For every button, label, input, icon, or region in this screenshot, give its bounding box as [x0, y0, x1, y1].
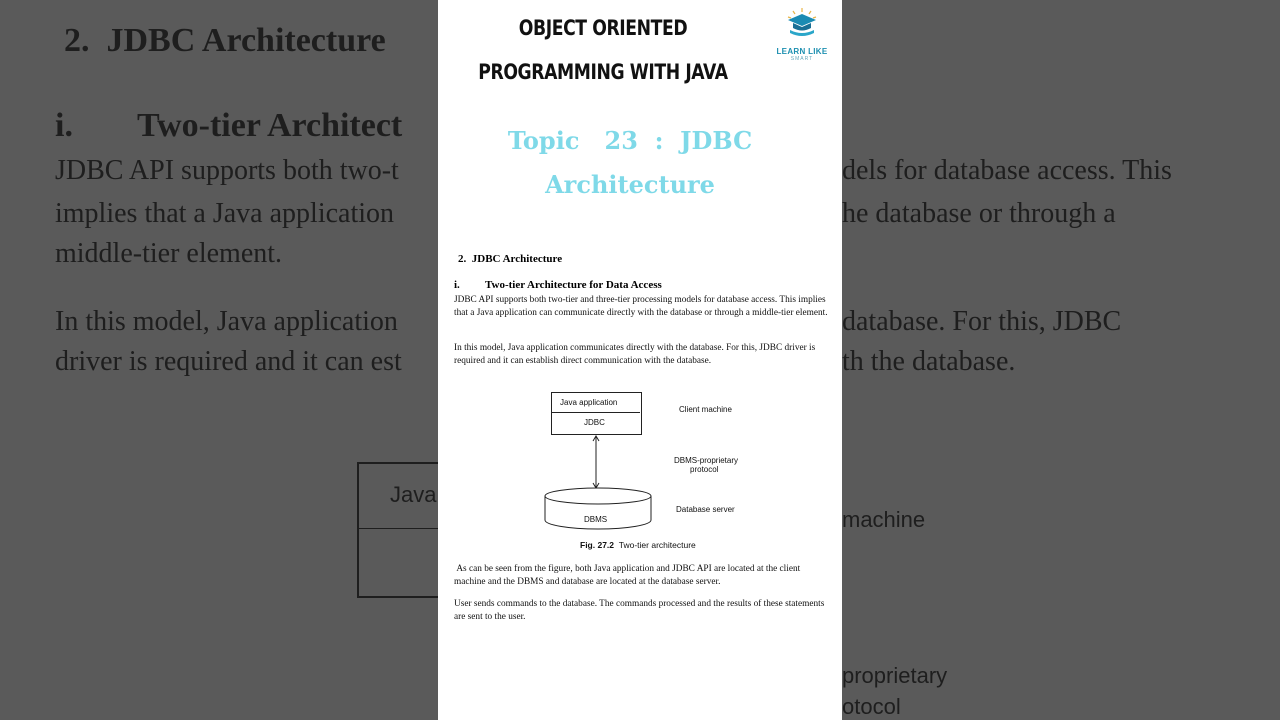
logo-subtext: SMART [790, 56, 814, 62]
figure-title: Two-tier architecture [618, 540, 696, 550]
paragraph-figure-explain: As can be seen from the figure, both Java application and JDBC API are located at the client machine and the DBMS and database are located at the database server. [454, 564, 803, 587]
bg-para1-line2: implies that a Java application [55, 198, 395, 229]
bg-protocol-line2: otocol [842, 694, 901, 719]
subsection-number: i. [454, 279, 460, 291]
dbms-label: DBMS [584, 515, 608, 524]
jdbc-label: JDBC [584, 418, 605, 427]
figure-number: Fig. 27.2 [580, 540, 615, 550]
bg-para1-right2: he database or through a [842, 198, 1116, 229]
connection-arrow [588, 434, 604, 490]
bg-diagram-divider [357, 528, 447, 529]
topic-title-line1: Topic 23 : JDBC [507, 126, 753, 155]
client-box-divider [551, 412, 640, 413]
subsection-heading: Two-tier Architecture for Data Access [485, 279, 662, 291]
figure-caption [580, 540, 696, 550]
bg-subheading: i. Two-tier Architect [55, 107, 403, 144]
java-application-label: Java application [560, 398, 618, 407]
logo-wordmark: LEARN LIKE [776, 47, 828, 56]
course-title-line1: OBJECT ORIENTED [518, 16, 688, 40]
bg-para2-line1: In this model, Java application [55, 306, 398, 337]
bg-heading: 2. JDBC Architecture [64, 22, 386, 59]
bg-diagram-label: Java [390, 482, 437, 507]
paragraph-model: In this model, Java application communicates directly with the database. For this, JDBC driver is required and it can establish direct communication with the database. [454, 343, 816, 366]
document-page [438, 0, 842, 720]
topic-title-line2: Architecture [545, 170, 715, 199]
bg-client-label: machine [842, 507, 926, 532]
bg-para2-line2: driver is required and it can est [55, 346, 402, 377]
bg-para1-line3: middle-tier element. [55, 238, 283, 269]
paragraph-intro: JDBC API supports both two-tier and three-tier processing models for database access. This implies that a Java application can communicate directly with the database or through a middle-tier element. [454, 295, 828, 318]
course-title-line2: PROGRAMMING WITH JAVA [478, 60, 728, 84]
bg-para2-right1: database. For this, JDBC [842, 306, 1122, 337]
bg-para1-line1: JDBC API supports both two-t [55, 155, 399, 186]
protocol-label-line1: DBMS-proprietary [674, 456, 739, 465]
learn-like-smart-logo [772, 6, 832, 62]
bg-para2-right2: th the database. [842, 346, 1016, 377]
section-heading: 2. JDBC Architecture [458, 253, 563, 265]
dbms-cylinder [543, 486, 653, 532]
bg-para1-right1: dels for database access. This [842, 155, 1172, 186]
bg-protocol-line1: proprietary [842, 663, 948, 688]
protocol-label-line2: protocol [690, 465, 719, 474]
paragraph-commands: User sends commands to the database. The commands processed and the results of these statements are sent to the user. [454, 599, 825, 622]
graduation-cap-icon [784, 6, 820, 42]
client-machine-label: Client machine [679, 405, 732, 414]
database-server-label: Database server [676, 505, 735, 514]
